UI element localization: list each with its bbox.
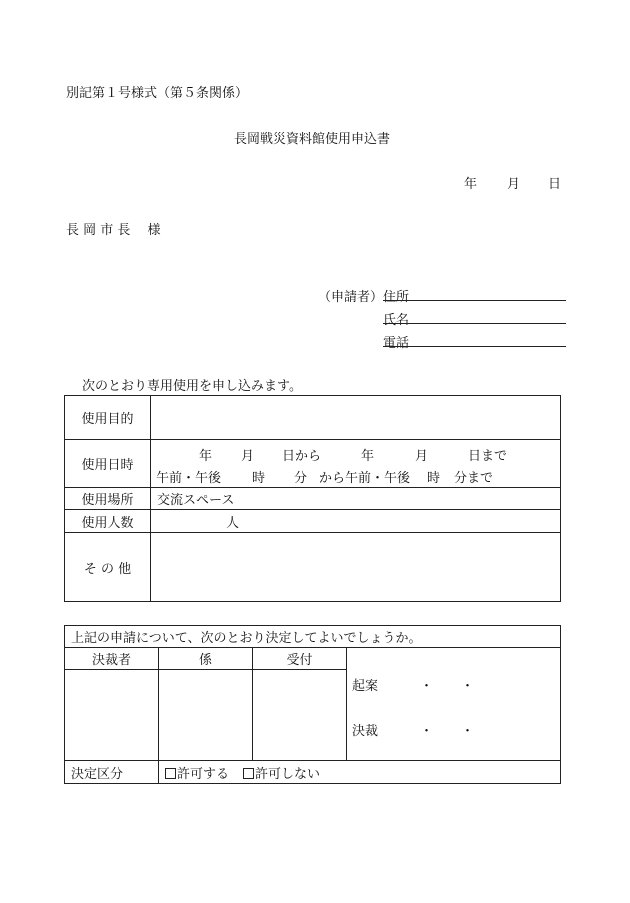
approver-stamp-box[interactable] xyxy=(65,670,159,761)
dt-hour1: 時 xyxy=(252,470,266,486)
datetime-field[interactable] xyxy=(151,440,561,488)
col-reception: 受付 xyxy=(253,648,347,670)
draft-dot-2: ・ xyxy=(461,679,475,694)
approval-dot-2: ・ xyxy=(461,724,475,739)
count-field[interactable] xyxy=(151,510,561,533)
address-label: 住所 xyxy=(383,290,410,305)
permit-label: 許可する xyxy=(177,766,230,782)
draft-label: 起案 xyxy=(352,679,379,694)
dt-ampm1: 午前・午後 xyxy=(156,470,222,486)
place-label: 使用場所 xyxy=(65,488,151,510)
approval-dot-1: ・ xyxy=(420,724,434,739)
dt-min-from: 分 xyxy=(294,470,308,486)
draft-approval-cell xyxy=(347,648,561,761)
staff-stamp-box[interactable] xyxy=(159,670,253,761)
deny-checkbox[interactable] xyxy=(243,768,254,779)
reception-stamp-box[interactable] xyxy=(253,670,347,761)
col-staff: 係 xyxy=(159,648,253,670)
decision-label: 決定区分 xyxy=(65,761,159,784)
dt-year2: 年 xyxy=(361,448,375,464)
date-day: 日 xyxy=(548,177,562,192)
date-month: 月 xyxy=(507,177,521,192)
form-reference: 別記第１号様式（第５条関係） xyxy=(66,86,249,101)
approval-label: 決裁 xyxy=(352,724,379,739)
purpose-label: 使用目的 xyxy=(65,396,151,440)
applicant-label: （申請者） xyxy=(318,290,384,305)
other-field[interactable] xyxy=(151,533,561,602)
datetime-label: 使用日時 xyxy=(65,440,151,488)
dt-min-to: 分まで xyxy=(454,470,494,486)
intro-text: 次のとおり専用使用を申し込みます。 xyxy=(82,379,302,394)
document-title: 長岡戦災資料館使用申込書 xyxy=(234,132,391,147)
phone-label: 電話 xyxy=(383,336,410,351)
decision-header: 上記の申請について、次のとおり決定してよいでしょうか。 xyxy=(65,626,561,648)
decision-options xyxy=(159,761,561,784)
dt-year1: 年 xyxy=(199,448,213,464)
dt-day-from: 日から xyxy=(282,448,322,464)
place-value: 交流スペース xyxy=(151,488,561,510)
draft-dot-1: ・ xyxy=(420,679,434,694)
addressee: 長 岡 市 長 様 xyxy=(66,223,161,238)
name-field[interactable] xyxy=(383,323,566,324)
name-label: 氏名 xyxy=(383,313,410,328)
count-unit: 人 xyxy=(226,515,240,531)
dt-hour2: 時 xyxy=(427,470,441,486)
other-label: そ の 他 xyxy=(65,533,151,602)
col-approver: 決裁者 xyxy=(65,648,159,670)
dt-day-to: 日まで xyxy=(468,448,508,464)
phone-field[interactable] xyxy=(383,346,566,347)
purpose-field[interactable] xyxy=(151,396,561,440)
count-label: 使用人数 xyxy=(65,510,151,533)
dt-from-ampm2: から午前・午後 xyxy=(319,470,411,486)
decision-table xyxy=(64,625,561,784)
date-year: 年 xyxy=(464,177,478,192)
deny-label: 許可しない xyxy=(255,766,321,782)
dt-month2: 月 xyxy=(415,448,429,464)
dt-month1: 月 xyxy=(241,448,255,464)
usage-table xyxy=(64,395,561,602)
permit-checkbox[interactable] xyxy=(165,768,176,779)
address-field[interactable] xyxy=(383,300,566,301)
